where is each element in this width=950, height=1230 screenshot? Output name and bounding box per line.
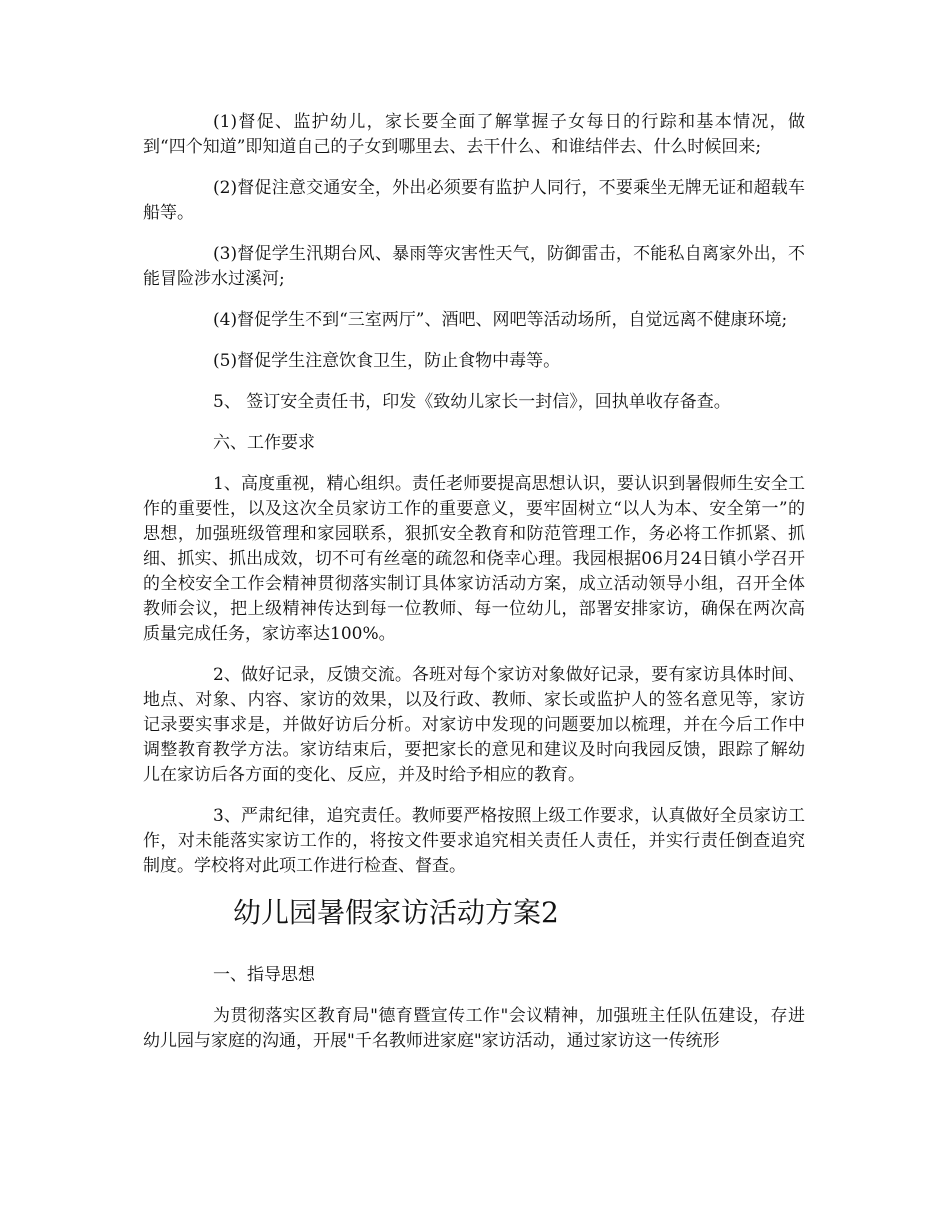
paragraph-requirement-3: 3、严肃纪律，追究责任。教师要严格按照上级工作要求，认真做好全员家访工作，对未能落实家访工作的，将按文件要求追究相关责任人责任，并实行责任倒查追究制度。学校将对此项工作进行检查、督查。 [143, 806, 805, 876]
section-heading-guiding-thought: 一、指导思想 [213, 965, 315, 985]
section-heading-work-requirements: 六、工作要求 [213, 433, 315, 453]
paragraph-point-5: 5、 签订安全责任书，印发《致幼儿家长一封信》，回执单收存备查。 [213, 392, 731, 412]
document-page [143, 110, 805, 1070]
paragraph-item-1: (1)督促、监护幼儿，家长要全面了解掌握子女每日的行踪和基本情况，做到“四个知道”即知道自己的子女到哪里去、去干什么、和谁结伴去、什么时候回来; [143, 112, 805, 157]
paragraph-item-4: (4)督促学生不到“三室两厅”、酒吧、网吧等活动场所，自觉远离不健康环境; [213, 310, 788, 330]
paragraph-guiding-thought: 为贯彻落实区教育局"德育暨宣传工作"会议精神，加强班主任队伍建设，存进幼儿园与家庭的沟通，开展"千名教师进家庭"家访活动，通过家访这一传统形 [143, 1006, 805, 1051]
paragraph-item-2: (2)督促注意交通安全，外出必须要有监护人同行，不要乘坐无牌无证和超载车船等。 [143, 178, 805, 223]
paragraph-requirement-2: 2、做好记录，反馈交流。各班对每个家访对象做好记录，要有家访具体时间、地点、对象、内容、家访的效果，以及行政、教师、家长或监护人的签名意见等，家访记录要实事求是，并做好访后分析。对家访中发现的问题要加以梳理，并在今后工作中调整教育教学方法。家访结束后，要把家长的意见和建议及时向我园反馈，跟踪了解幼儿在家访后各方面的变化、反应，并及时给予相应的教育。 [143, 665, 805, 785]
document-title: 幼儿园暑假家访活动方案2 [233, 896, 559, 929]
paragraph-requirement-1: 1、高度重视，精心组织。责任老师要提高思想认识，要认识到暑假师生安全工作的重要性，以及这次全员家访工作的重要意义，要牢固树立“以人为本、安全第一”的思想，加强班级管理和家园联系，狠抓安全教育和防范管理工作，务必将工作抓紧、抓细、抓实、抓出成效，切不可有丝毫的疏忽和侥幸心理。我园根据06月24日镇小学召开的全校安全工作会精神贯彻落实制订具体家访活动方案，成立活动领导小组，召开全体教师会议，把上级精神传达到每一位教师、每一位幼儿，部署安排家访，确保在两次高质量完成任务，家访率达100%。 [143, 474, 805, 644]
paragraph-item-3: (3)督促学生汛期台风、暴雨等灾害性天气，防御雷击，不能私自离家外出，不能冒险涉水过溪河; [143, 244, 805, 289]
paragraph-item-5: (5)督促学生注意饮食卫生，防止食物中毒等。 [213, 351, 561, 371]
